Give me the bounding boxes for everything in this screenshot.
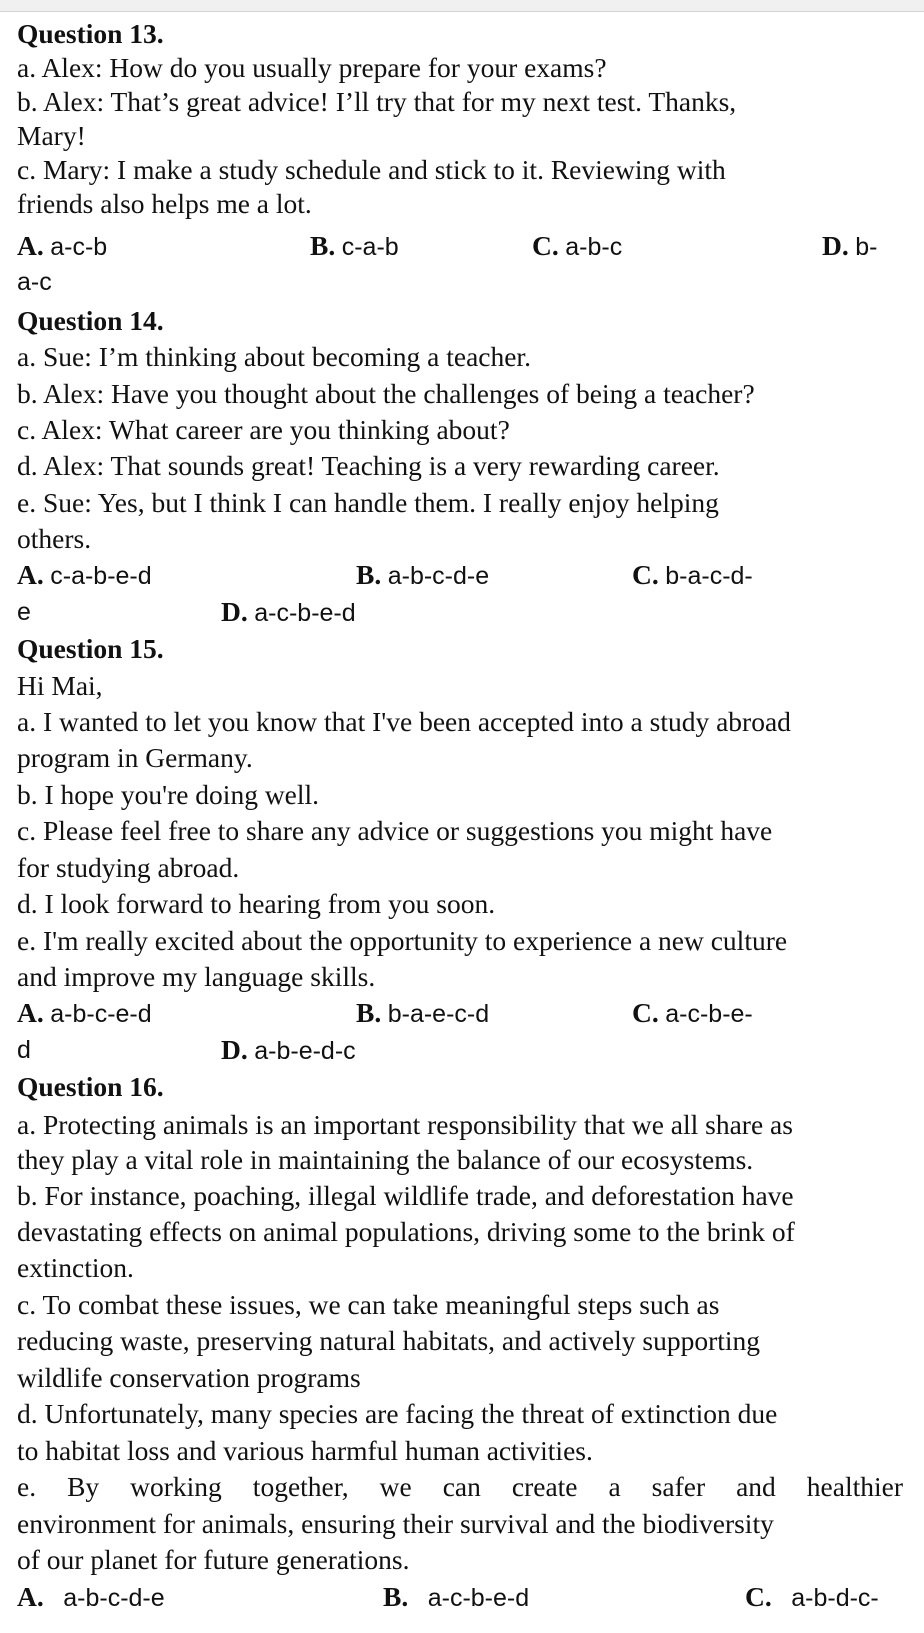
option-value: a-b-c-d-e — [63, 1584, 165, 1612]
sentence-e: e. By working together, we can create a safer and healthier — [17, 1471, 903, 1502]
option-c[interactable] — [632, 558, 753, 593]
dialogue-line-c-cont: friends also helps me a lot. — [17, 188, 312, 219]
top-toolbar-strip — [0, 0, 924, 12]
option-letter: C. — [632, 559, 659, 590]
question-title: Question 14. — [17, 305, 164, 336]
dialogue-line-d: d. Alex: That sounds great! Teaching is a very rewarding career. — [17, 450, 720, 481]
option-letter: C. — [532, 230, 559, 261]
option-letter: A. — [17, 1581, 44, 1612]
option-letter: B. — [356, 997, 382, 1028]
option-value: d — [17, 1036, 31, 1064]
option-value: a-c-b-e- — [665, 1000, 753, 1028]
option-d[interactable] — [221, 595, 356, 630]
sentence-a: a. Protecting animals is an important responsibility that we all share as — [17, 1109, 793, 1140]
option-c-wrap — [17, 1033, 31, 1067]
option-value: a-b-c-e-d — [50, 1000, 152, 1028]
dialogue-line-c: c. Mary: I make a study schedule and stick to it. Reviewing with — [17, 154, 726, 185]
sentence-e-cont-2: of our planet for future generations. — [17, 1544, 410, 1575]
sentence-e-cont: and improve my language skills. — [17, 961, 376, 992]
option-letter: A. — [17, 997, 44, 1028]
sentence-a-cont: they play a vital role in maintaining the balance of our ecosystems. — [17, 1144, 754, 1175]
option-value: a-c-b-e-d — [254, 599, 356, 627]
dialogue-line-b: b. Alex: Have you thought about the challenges of being a teacher? — [17, 378, 755, 409]
option-value: b- — [855, 233, 878, 261]
option-letter: B. — [310, 230, 336, 261]
dialogue-line-e-cont: others. — [17, 523, 92, 554]
option-value: e — [17, 598, 31, 626]
sentence-d: d. I look forward to hearing from you soon. — [17, 888, 496, 919]
option-a[interactable] — [17, 996, 152, 1031]
sentence-b: b. I hope you're doing well. — [17, 779, 320, 810]
sentence-b: b. For instance, poaching, illegal wildlife trade, and deforestation have — [17, 1180, 794, 1211]
option-a[interactable] — [17, 558, 152, 593]
question-title: Question 16. — [17, 1071, 164, 1102]
sentence-c: c. Please feel free to share any advice or suggestions you might have — [17, 815, 773, 846]
sentence-c-cont: reducing waste, preserving natural habitats, and actively supporting — [17, 1325, 761, 1356]
question-title: Question 15. — [17, 633, 164, 664]
sentence-b-cont-2: extinction. — [17, 1252, 134, 1283]
option-letter: C. — [745, 1581, 772, 1612]
option-letter: C. — [632, 997, 659, 1028]
sentence-e-cont: environment for animals, ensuring their survival and the biodiversity — [17, 1508, 774, 1539]
option-b[interactable] — [383, 1580, 529, 1615]
question-title: Question 13. — [17, 18, 164, 49]
letter-greeting: Hi Mai, — [17, 670, 103, 701]
option-b[interactable] — [310, 229, 399, 264]
option-letter: D. — [221, 596, 248, 627]
option-b[interactable] — [356, 558, 489, 593]
option-d[interactable] — [822, 229, 877, 264]
option-value: b-a-e-c-d — [387, 1000, 490, 1028]
option-a[interactable] — [17, 1580, 165, 1615]
sentence-a: a. I wanted to let you know that I've been accepted into a study abroad — [17, 706, 791, 737]
option-value: b-a-c-d- — [665, 562, 753, 590]
option-c[interactable] — [632, 996, 753, 1031]
option-letter: B. — [383, 1581, 409, 1612]
sentence-c: c. To combat these issues, we can take meaningful steps such as — [17, 1289, 720, 1320]
option-value: c-a-b-e-d — [50, 562, 152, 590]
sentence-c-cont-2: wildlife conservation programs — [17, 1362, 361, 1393]
sentence-e: e. I'm really excited about the opportunity to experience a new culture — [17, 925, 788, 956]
sentence-c-cont: for studying abroad. — [17, 852, 240, 883]
option-letter: D. — [221, 1034, 248, 1065]
option-value: a-b-c-d-e — [387, 562, 490, 590]
option-letter: D. — [822, 230, 849, 261]
option-c-wrap — [17, 595, 31, 629]
option-b[interactable] — [356, 996, 489, 1031]
option-value: a-c-b-e-d — [427, 1584, 530, 1612]
option-value: a-b-d-c- — [791, 1584, 879, 1612]
option-letter: A. — [17, 230, 44, 261]
option-value: a-b-c — [565, 233, 623, 261]
dialogue-line-a: a. Sue: I’m thinking about becoming a teacher. — [17, 341, 531, 372]
option-d[interactable] — [221, 1033, 356, 1068]
dialogue-line-c: c. Alex: What career are you thinking about? — [17, 414, 510, 445]
dialogue-line-a: a. Alex: How do you usually prepare for your exams? — [17, 52, 607, 83]
option-d-wrap — [17, 265, 52, 299]
sentence-b-cont: devastating effects on animal populations, driving some to the brink of — [17, 1216, 795, 1247]
option-letter: B. — [356, 559, 382, 590]
sentence-d: d. Unfortunately, many species are facing the threat of extinction due — [17, 1398, 778, 1429]
option-c[interactable] — [745, 1580, 879, 1615]
sentence-d-cont: to habitat loss and various harmful human activities. — [17, 1435, 593, 1466]
dialogue-line-e: e. Sue: Yes, but I think I can handle them. I really enjoy helping — [17, 487, 719, 518]
option-value: a-c-b — [50, 233, 108, 261]
option-c[interactable] — [532, 229, 622, 264]
option-value: c-a-b — [341, 233, 399, 261]
option-letter: A. — [17, 559, 44, 590]
sentence-a-cont: program in Germany. — [17, 742, 253, 773]
option-value: a-b-e-d-c — [254, 1037, 356, 1065]
dialogue-line-b-cont: Mary! — [17, 120, 86, 151]
option-value: a-c — [17, 268, 52, 296]
option-a[interactable] — [17, 229, 107, 264]
dialogue-line-b: b. Alex: That’s great advice! I’ll try that for my next test. Thanks, — [17, 86, 737, 117]
